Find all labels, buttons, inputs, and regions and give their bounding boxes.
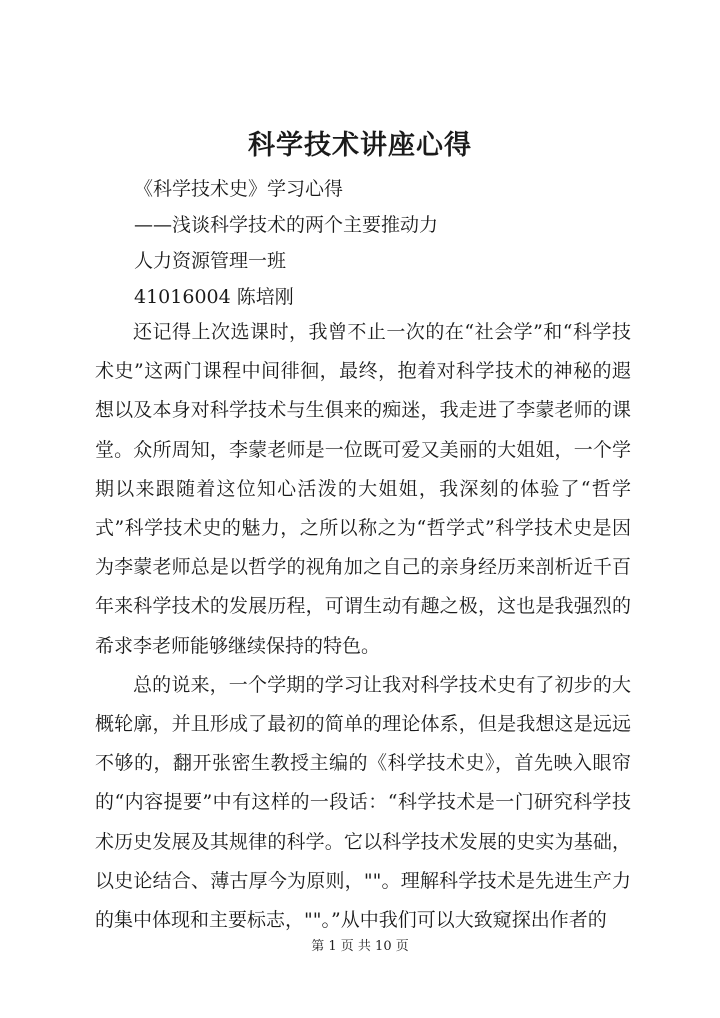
author-id-name: 41016004 陈培刚 [134,286,294,308]
subtitle-course: 《科学技术史》学习心得 [134,178,344,200]
paragraph: 还记得上次选课时，我曾不止一次的在“社会学”和“科学技术史”这两门课程中间徘徊，最终，抱着对科学技术的神秘的遐想以及本身对科学技术与生俱来的痴迷，我走进了李蒙老师的课堂。众所周知，李蒙老师是一位既可爱又美丽的大姐姐，一个学期以来跟随着这位知心活泼的大姐姐，我深刻的体验了“哲学式”科学技术史的魅力，之所以称之为“哲学式”科学技术史是因为李蒙老师总是以哲学的视角加之自己的亲身经历来剖析近千百年来科学技术的发展历程，可谓生动有趣之极，这也是我强烈的希求李老师能够继续保持的特色。 [95,321,631,657]
page-footer: 第 1 页 共 10 页 [311,939,409,954]
document-title: 科学技术讲座心得 [248,130,472,161]
body-text [95,313,631,940]
author-class: 人力资源管理一班 [134,250,287,272]
paragraph: 总的说来，一个学期的学习让我对科学技术史有了初步的大概轮廓，并且形成了最初的简单的理论体系，但是我想这是远远不够的，翻开张密生教授主编的《科学技术史》，首先映入眼帘的“内容提要”中有这样的一段话：“科学技术是一门研究科学技术历史发展及其规律的科学。它以科学技术发展的史实为基础，以史论结合、薄古厚今为原则，""。理解科学技术是先进生产力的集中体现和主要标志，""。”从中我们可以大致窥探出作者的 [95,673,631,932]
subtitle-topic: ——浅谈科学技术的两个主要推动力 [134,214,439,236]
